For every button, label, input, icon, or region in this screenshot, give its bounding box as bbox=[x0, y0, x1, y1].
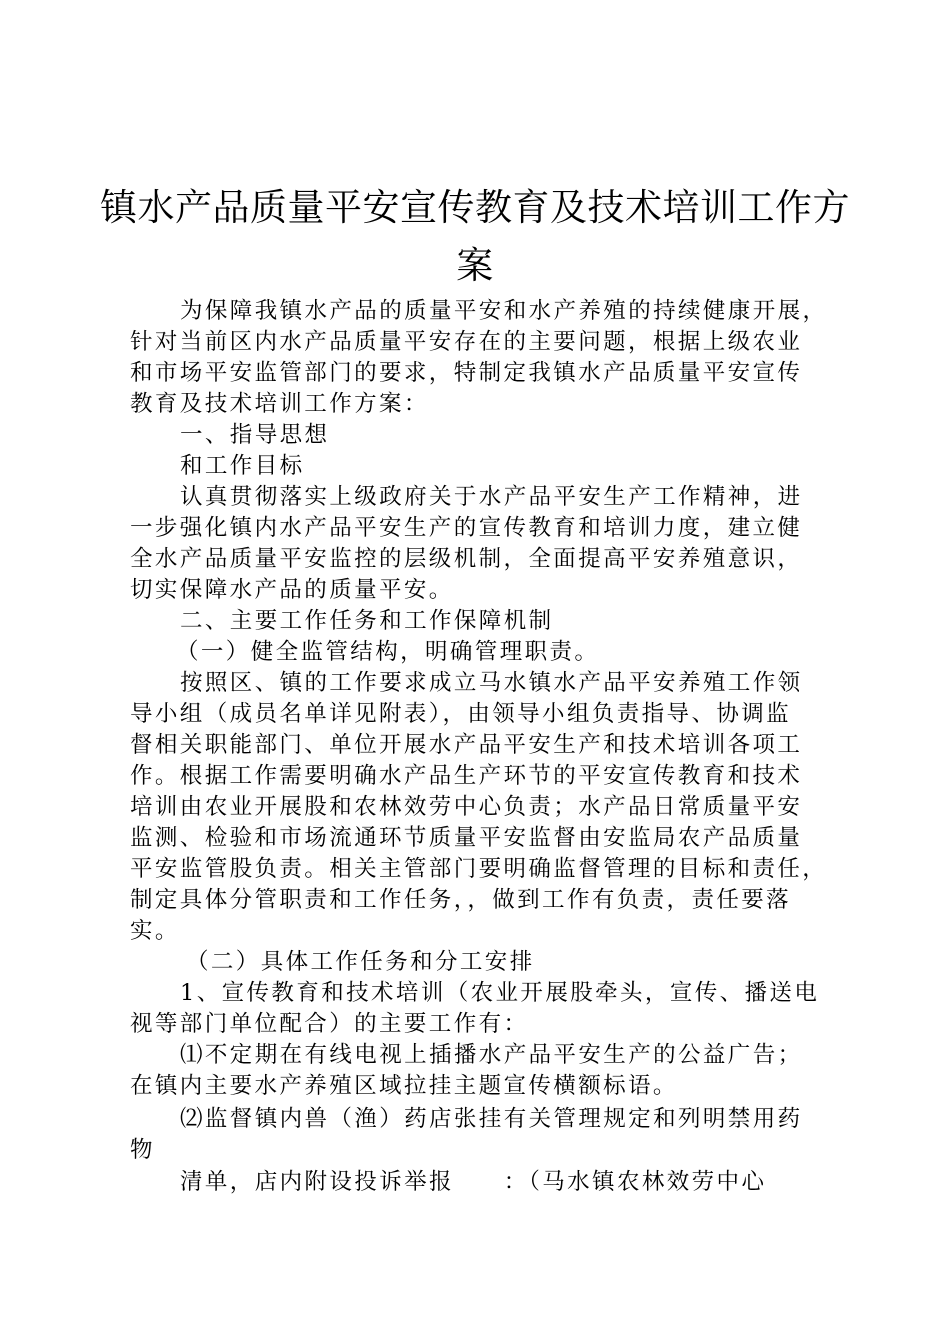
paragraph-line: 和市场平安监管部门的要求，特制定我镇水产品质量平安宣传 bbox=[130, 360, 803, 386]
paragraph-line: ⑴不定期在有线电视上插播水产品平安生产的公益广告； bbox=[180, 1042, 803, 1068]
paragraph-line: 督相关职能部门、单位开展水产品平安生产和技术培训各项工 bbox=[130, 732, 803, 758]
paragraph-line: 一步强化镇内水产品平安生产的宣传教育和培训力度，建立健 bbox=[130, 515, 803, 541]
title-line-1: 镇水产品质量平安宣传教育及技术培训工作方 bbox=[100, 186, 850, 229]
paragraph-line: 实。 bbox=[130, 918, 180, 944]
title-line-2: 案 bbox=[456, 244, 494, 287]
paragraph-line: 切实保障水产品的质量平安。 bbox=[130, 577, 454, 603]
paragraph-line: 针对当前区内水产品质量平安存在的主要问题，根据上级农业 bbox=[130, 329, 803, 355]
paragraph-line: 全水产品质量平安监控的层级机制，全面提高平安养殖意识， bbox=[130, 546, 803, 572]
section-heading: 和工作目标 bbox=[180, 453, 305, 479]
paragraph-line: 按照区、镇的工作要求成立马水镇水产品平安养殖工作领 bbox=[180, 670, 803, 696]
paragraph-line: 平安监管股负责。相关主管部门要明确监督管理的目标和责任， bbox=[130, 856, 828, 882]
paragraph-line: 作。根据工作需要明确水产品生产环节的平安宣传教育和技术 bbox=[130, 763, 803, 789]
paragraph-line: 为保障我镇水产品的质量平安和水产养殖的持续健康开展， bbox=[180, 298, 828, 324]
paragraph-line: 制定具体分管职责和工作任务，，做到工作有负责，责任要落 bbox=[130, 887, 792, 913]
paragraph-line: 导小组（成员名单详见附表），由领导小组负责指导、协调监 bbox=[130, 701, 792, 727]
paragraph-line: 教育及技术培训工作方案： bbox=[130, 391, 429, 417]
subsection-heading: （二）具体工作任务和分工安排 bbox=[186, 949, 535, 975]
paragraph-line: 认真贯彻落实上级政府关于水产品平安生产工作精神，进 bbox=[180, 484, 803, 510]
paragraph-line: 培训由农业开展股和农林效劳中心负责；水产品日常质量平安 bbox=[130, 794, 803, 820]
paragraph-line: 视等部门单位配合）的主要工作有： bbox=[130, 1011, 529, 1037]
paragraph-line: ⑵监督镇内兽（渔）药店张挂有关管理规定和列明禁用药 bbox=[180, 1106, 803, 1132]
paragraph-line: 监测、检验和市场流通环节质量平安监督由安监局农产品质量 bbox=[130, 825, 803, 851]
section-heading: 一、指导思想 bbox=[180, 422, 330, 448]
section-heading: 二、主要工作任务和工作保障机制 bbox=[180, 608, 554, 634]
paragraph-line: 物 bbox=[130, 1137, 155, 1163]
paragraph-line: 1、宣传教育和技术培训（农业开展股牵头，宣传、播送电 bbox=[180, 980, 820, 1006]
subsection-heading: （一）健全监管结构，明确管理职责。 bbox=[176, 639, 600, 665]
paragraph-line: 清单，店内附设投诉举报 ：（马水镇农林效劳中心 bbox=[180, 1169, 767, 1195]
paragraph-line: 在镇内主要水产养殖区域拉挂主题宣传横额标语。 bbox=[130, 1073, 678, 1099]
